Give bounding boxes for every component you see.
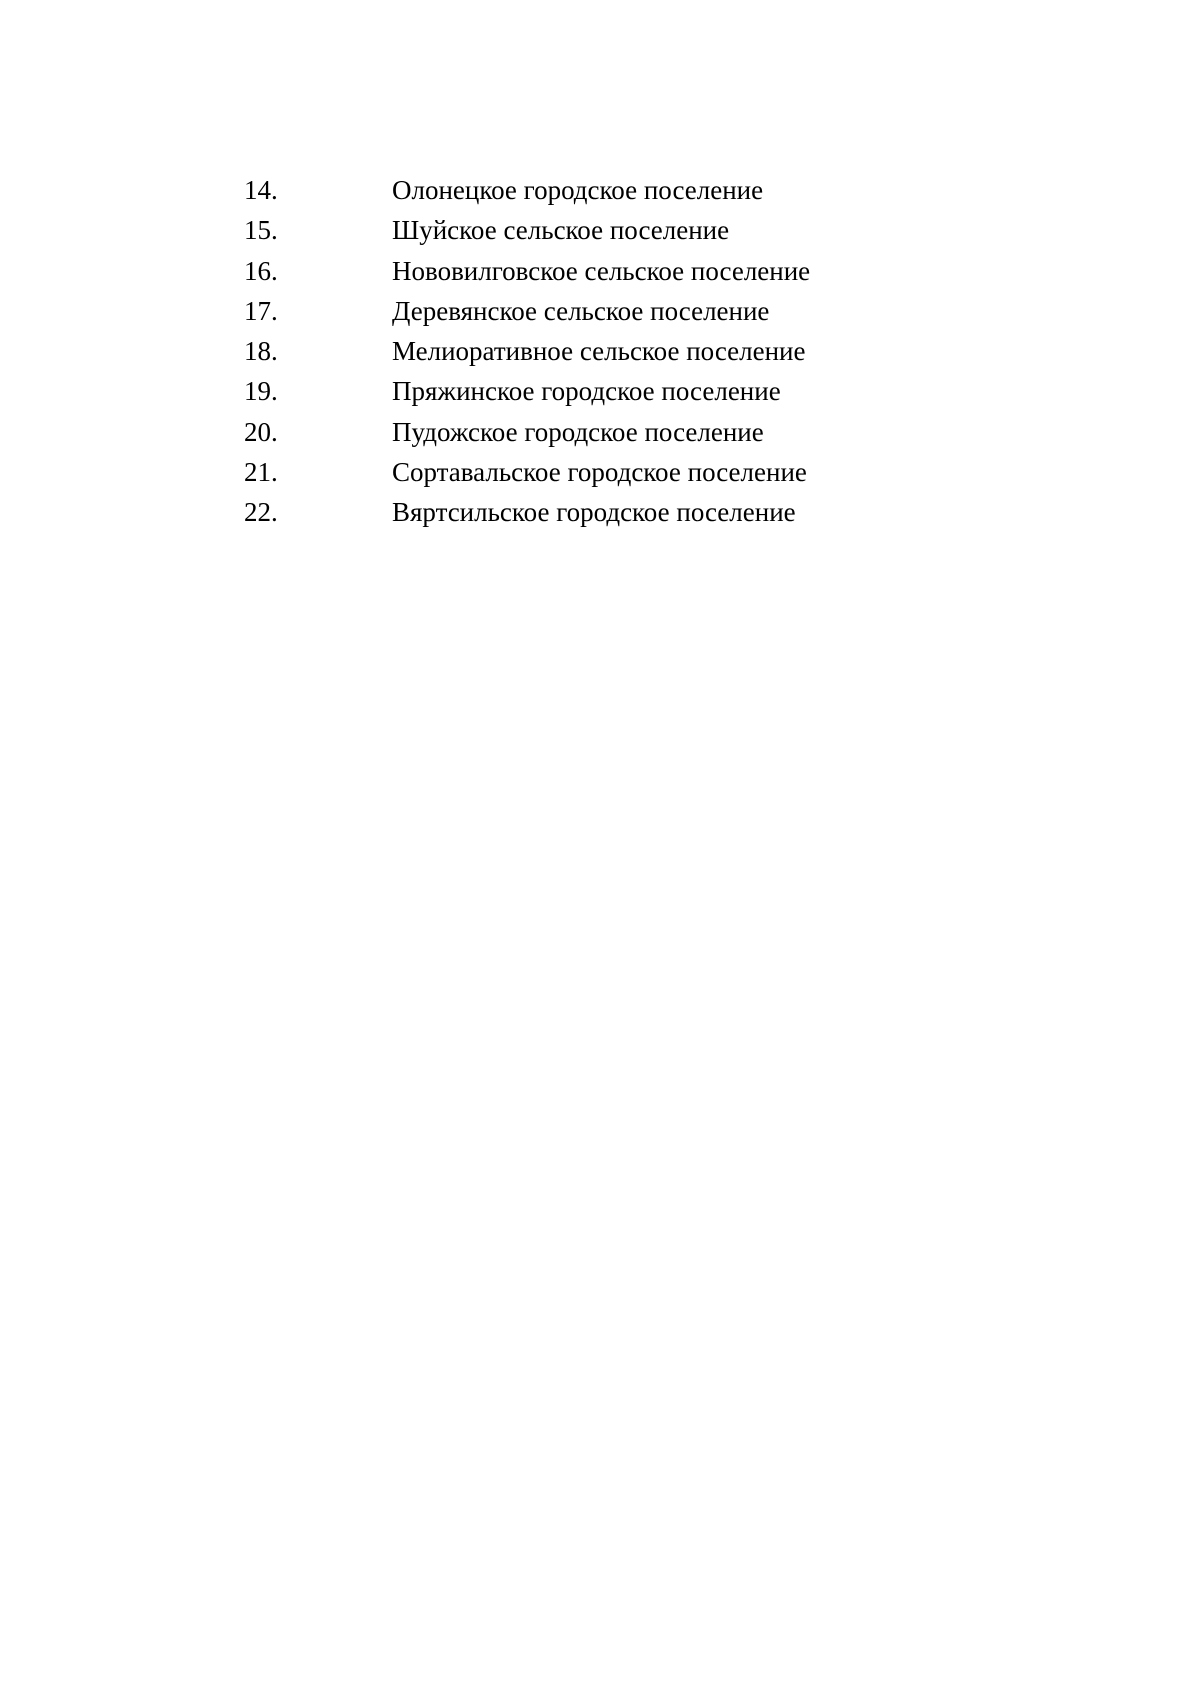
item-number: 19. — [244, 376, 278, 407]
item-number: 22. — [244, 497, 278, 527]
list-item — [244, 170, 810, 210]
settlement-list — [244, 170, 810, 532]
item-name: Мелиоративное сельское поселение — [392, 336, 806, 366]
item-number: 21. — [244, 456, 278, 487]
item-name: Сортавальское городское поселение — [392, 456, 807, 487]
item-number: 16. — [244, 255, 278, 286]
item-name: Олонецкое городское поселение — [392, 175, 764, 205]
list-item — [244, 452, 810, 492]
item-number: 14. — [244, 175, 278, 205]
list-item — [244, 371, 810, 411]
item-number: 20. — [244, 416, 278, 447]
list-item — [244, 210, 810, 250]
item-name: Пряжинское городское поселение — [392, 376, 781, 407]
list-item — [244, 492, 810, 532]
item-number: 17. — [244, 295, 278, 326]
item-name: Деревянское сельское поселение — [392, 295, 770, 326]
item-number: 15. — [244, 215, 278, 246]
item-name: Пудожское городское поселение — [392, 416, 764, 447]
item-name: Нововилговское сельское поселение — [392, 255, 811, 286]
item-number: 18. — [244, 336, 278, 366]
item-name: Шуйское сельское поселение — [392, 215, 730, 246]
list-item — [244, 251, 810, 291]
list-item — [244, 412, 810, 452]
list-item — [244, 331, 810, 371]
item-name: Вяртсильское городское поселение — [392, 497, 796, 527]
list-item — [244, 291, 810, 331]
